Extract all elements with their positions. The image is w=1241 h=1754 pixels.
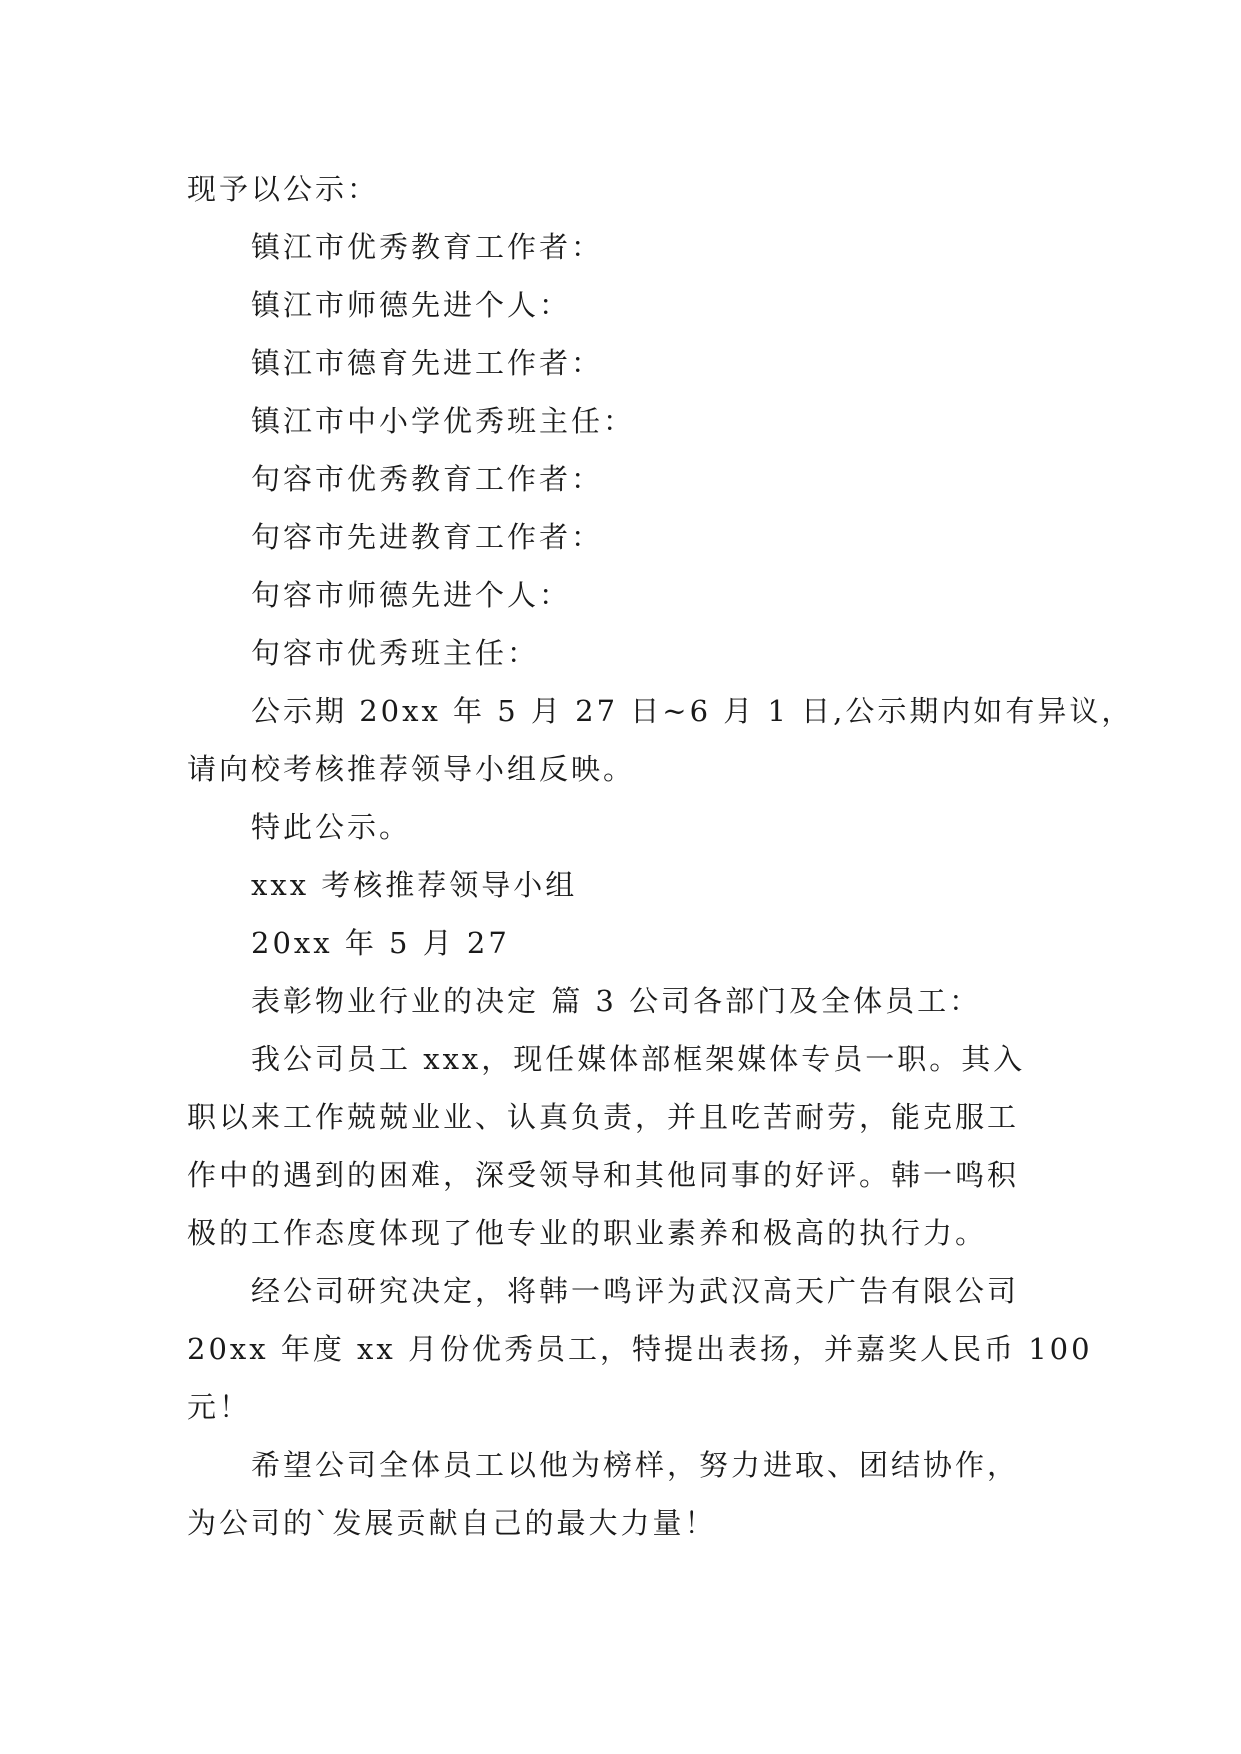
notice-period-line-1: 公示期 20xx 年 5 月 27 日~6 月 1 日,公示期内如有异议， [251,694,1134,728]
notice-period-line-2: 请向校考核推荐领导小组反映。 [187,752,636,786]
category-zhenjiang-ethics-individual: 镇江市师德先进个人： [251,288,572,322]
category-zhenjiang-moral-education: 镇江市德育先进工作者： [251,346,604,380]
paragraph-1-line-4: 极的工作态度体现了他专业的职业素养和极高的执行力。 [187,1216,988,1250]
document-body [187,160,1134,1552]
paragraph-2-line-3: 元！ [187,1390,252,1424]
category-jurong-ethics-individual: 句容市师德先进个人： [251,578,572,612]
category-jurong-excellent-educator: 句容市优秀教育工作者： [251,462,604,496]
category-zhenjiang-head-teacher: 镇江市中小学优秀班主任： [251,404,636,438]
category-jurong-head-teacher: 句容市优秀班主任： [251,636,540,670]
paragraph-1-line-1: 我公司员工 xxx，现任媒体部框架媒体专员一职。其入 [251,1042,1026,1076]
paragraph-3-line-1: 希望公司全体员工以他为榜样，努力进取、团结协作， [251,1448,1020,1482]
paragraph-2-line-2: 20xx 年度 xx 月份优秀员工，特提出表扬，并嘉奖人民币 100 [187,1332,1093,1366]
paragraph-3-line-2: 为公司的`发展贡献自己的最大力量！ [187,1506,717,1540]
paragraph-1-line-2: 职以来工作兢兢业业、认真负责，并且吃苦耐劳，能克服工 [187,1100,1020,1134]
section-heading: 表彰物业行业的决定 篇 3 公司各部门及全体员工： [251,984,982,1018]
category-zhenjiang-excellent-educator: 镇江市优秀教育工作者： [251,230,604,264]
paragraph-1-line-3: 作中的遇到的困难，深受领导和其他同事的好评。韩一鸣积 [187,1158,1020,1192]
intro-line: 现予以公示： [187,172,380,206]
special-notice: 特此公示。 [251,810,412,844]
signature-date: 20xx 年 5 月 27 [251,926,510,960]
category-jurong-advanced-educator: 句容市先进教育工作者： [251,520,604,554]
signature-group: xxx 考核推荐领导小组 [251,868,578,902]
paragraph-2-line-1: 经公司研究决定，将韩一鸣评为武汉高天广告有限公司 [251,1274,1020,1308]
